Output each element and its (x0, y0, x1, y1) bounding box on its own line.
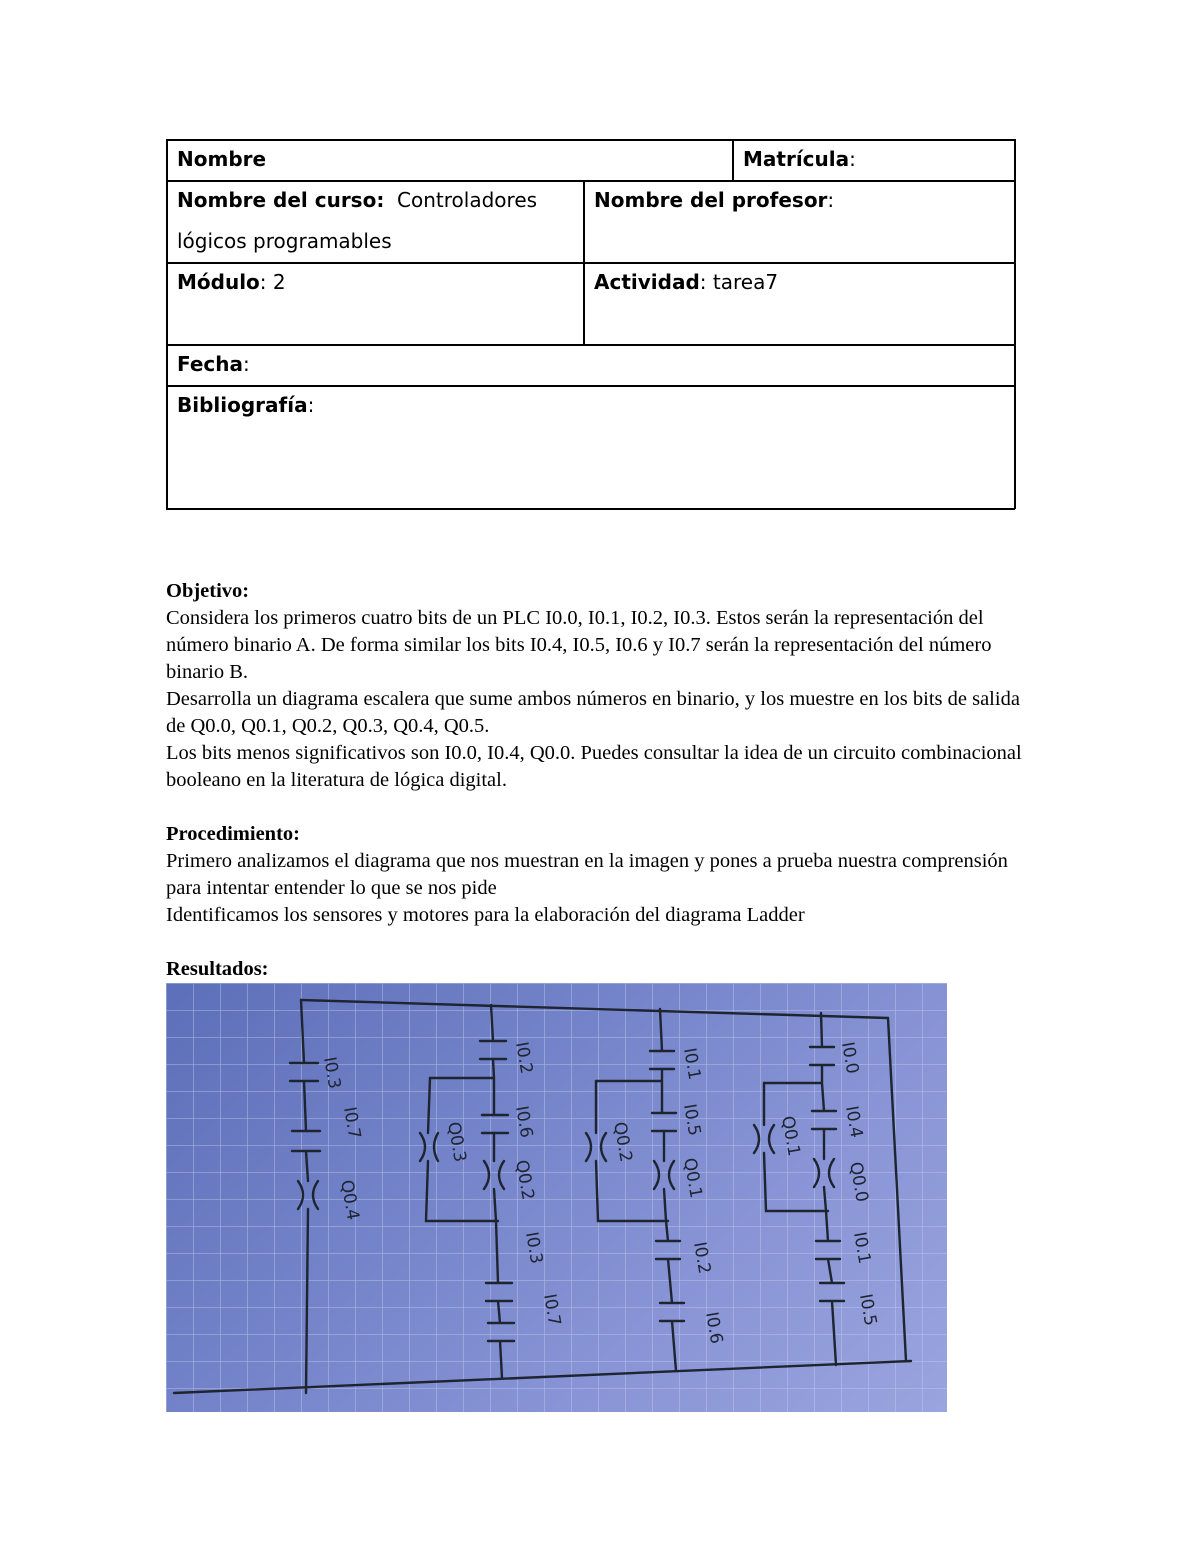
nombre-label: Nombre (177, 147, 267, 171)
label-i01-b: I0.1 (849, 1230, 875, 1266)
procedimiento-paragraph-1: Primero analizamos el diagrama que nos muestran en la imagen y pones a prueba nuestra comprensión para intentar entender lo que se nos pide (166, 850, 1008, 899)
nombre-cell (166, 139, 732, 180)
actividad-label: Actividad (594, 270, 700, 294)
label-q03: Q0.3 (443, 1120, 470, 1164)
bibliografia-separator: : (307, 393, 315, 417)
label-i06-b: I0.6 (701, 1310, 727, 1346)
fecha-cell (166, 344, 1015, 385)
modulo-label: Módulo (177, 270, 260, 294)
label-q02-a: Q0.2 (511, 1158, 538, 1202)
label-i05-b: I0.5 (855, 1292, 881, 1328)
ladder-diagram-photo (166, 983, 947, 1412)
profesor-label: Nombre del profesor (594, 188, 828, 212)
procedimiento-heading: Procedimiento: (166, 823, 300, 845)
profesor-cell (583, 180, 1015, 262)
label-i02-b: I0.2 (689, 1240, 715, 1276)
label-i02-a: I0.2 (511, 1040, 537, 1076)
modulo-value: : 2 (259, 270, 286, 294)
label-i04: I0.4 (841, 1104, 867, 1140)
objetivo-section (166, 578, 1036, 794)
resultados-section (166, 956, 1036, 983)
label-i01-a: I0.1 (679, 1046, 705, 1082)
label-i03-b: I0.3 (521, 1230, 547, 1266)
bibliografia-label: Bibliografía (177, 393, 308, 417)
ladder-diagram-drawing (166, 983, 947, 1412)
actividad-value: : tarea7 (699, 270, 779, 294)
curso-cell (166, 180, 583, 262)
curso-value: Controladores lógicos programables (177, 188, 538, 253)
label-i07-a: I0.7 (339, 1105, 365, 1141)
objetivo-paragraph-3: Los bits menos significativos son I0.0, I0.4, Q0.0. Puedes consultar la idea de un circuito combinacional booleano en la literatura de lógica digital. (166, 742, 1022, 791)
procedimiento-section (166, 821, 1036, 929)
profesor-separator: : (827, 188, 835, 212)
matricula-separator: : (849, 147, 856, 171)
resultados-heading: Resultados: (166, 958, 269, 980)
label-q04: Q0.4 (336, 1178, 363, 1222)
label-i07-b: I0.7 (539, 1292, 565, 1328)
matricula-label: Matrícula (743, 147, 850, 171)
header-info-table (166, 139, 1015, 509)
label-i05-a: I0.5 (679, 1102, 705, 1138)
procedimiento-paragraph-2: Identificamos los sensores y motores para la elaboración del diagrama Ladder (166, 904, 805, 926)
fecha-label: Fecha (177, 352, 244, 376)
curso-label: Nombre del curso: (177, 188, 385, 212)
modulo-cell (166, 262, 583, 344)
actividad-cell (583, 262, 1015, 344)
objetivo-paragraph-1: Considera los primeros cuatro bits de un PLC I0.0, I0.1, I0.2, I0.3. Estos serán la representación del número binario A. De forma similar los bits I0.4, I0.5, I0.6 y I0.7 serán la representación del número binario B. (166, 607, 992, 683)
label-q02-b: Q0.2 (609, 1120, 636, 1164)
objetivo-paragraph-2: Desarrolla un diagrama escalera que sume ambos números en binario, y los muestre en los bits de salida de Q0.0, Q0.1, Q0.2, Q0.3, Q0.4, Q0.5. (166, 688, 1020, 737)
label-q01-b: Q0.1 (777, 1114, 804, 1158)
matricula-cell (732, 139, 1015, 180)
label-q00: Q0.0 (845, 1160, 872, 1204)
fecha-separator: : (243, 352, 250, 376)
label-i03-a: I0.3 (319, 1055, 345, 1091)
label-i00: I0.0 (837, 1040, 863, 1076)
objetivo-heading: Objetivo: (166, 580, 250, 602)
bibliografia-cell (166, 385, 1015, 509)
label-i06-a: I0.6 (511, 1104, 537, 1140)
label-q01-a: Q0.1 (679, 1156, 706, 1200)
